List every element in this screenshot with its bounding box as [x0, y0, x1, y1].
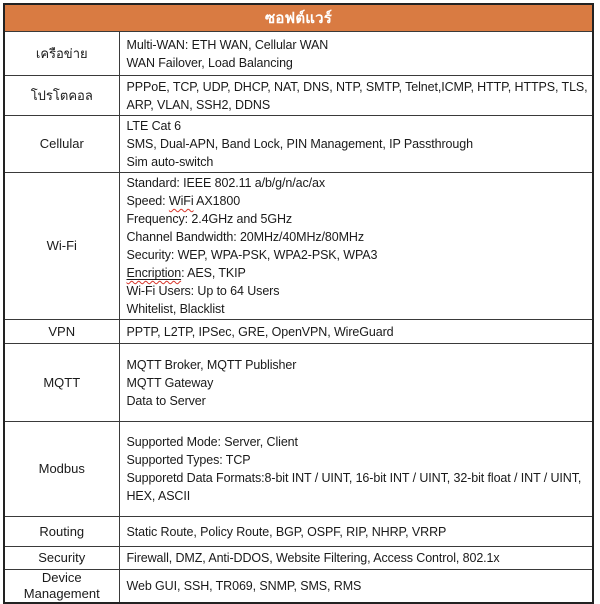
row-label-modbus: Modbus — [4, 422, 119, 517]
row-content-cellular — [119, 116, 593, 173]
spec-line: Supported Mode: Server, Client — [126, 435, 298, 449]
spec-line: LTE Cat 6 — [126, 119, 181, 133]
row-content-vpn — [119, 320, 593, 344]
row-content-device-management — [119, 570, 593, 604]
spec-text: AX1800 — [193, 194, 241, 208]
row-content-protocol — [119, 76, 593, 116]
spec-line — [127, 192, 589, 210]
spec-line: PPTP, L2TP, IPSec, GRE, OpenVPN, WireGuard — [126, 324, 394, 339]
row-label-protocol: โปรโตคอล — [4, 76, 119, 116]
row-content-security — [119, 547, 593, 570]
row-modbus — [4, 422, 593, 517]
row-label-wifi: Wi-Fi — [4, 173, 119, 320]
spec-line: MQTT Broker, MQTT Publisher — [126, 357, 297, 372]
row-label-vpn: VPN — [4, 320, 119, 344]
row-device-management — [4, 570, 593, 604]
spec-line: Supporetd Data Formats:8-bit INT / UINT, 16-bit INT / UINT, 32-bit float / INT / UINT, HEX, ASCII — [126, 471, 582, 503]
spec-line: Security: WEP, WPA-PSK, WPA2-PSK, WPA3 — [126, 248, 378, 262]
row-protocol — [4, 76, 593, 116]
spec-line: Data to Server — [126, 393, 206, 408]
spec-line — [127, 264, 589, 282]
spec-line: Web GUI, SSH, TR069, SNMP, SMS, RMS — [126, 579, 362, 593]
row-routing — [4, 517, 593, 547]
spec-line: Frequency: 2.4GHz and 5GHz — [126, 212, 293, 226]
spec-line: Multi-WAN: ETH WAN, Cellular WAN — [126, 37, 329, 52]
row-vpn — [4, 320, 593, 344]
spec-line: WAN Failover, Load Balancing — [126, 55, 293, 70]
spec-line: Wi-Fi Users: Up to 64 Users — [126, 284, 280, 298]
spec-line: Whitelist, Blacklist — [126, 302, 225, 316]
row-content-routing — [119, 517, 593, 547]
spec-line: Sim auto-switch — [126, 155, 214, 169]
misspelled-word: Encription — [126, 266, 182, 280]
spec-text: : AES, TKIP — [181, 266, 246, 280]
table-header-row — [4, 4, 593, 32]
row-cellular — [4, 116, 593, 173]
row-content-wifi — [119, 173, 593, 320]
misspelled-word: WiFi — [168, 194, 194, 208]
spec-line: Static Route, Policy Route, BGP, OSPF, RIP, NHRP, VRRP — [126, 524, 447, 539]
spec-line: SMS, Dual-APN, Band Lock, PIN Management, IP Passthrough — [126, 137, 473, 151]
software-spec-table — [3, 3, 594, 604]
row-label-network: เครือข่าย — [4, 32, 119, 76]
underlined-word-wrap — [127, 266, 182, 280]
row-label-security: Security — [4, 547, 119, 570]
row-wifi — [4, 173, 593, 320]
spec-text: Speed: — [126, 194, 169, 208]
row-label-device-management: Device Management — [4, 570, 119, 604]
spec-line: Firewall, DMZ, Anti-DDOS, Website Filtering, Access Control, 802.1x — [126, 551, 500, 565]
spec-line: Channel Bandwidth: 20MHz/40MHz/80MHz — [126, 230, 364, 244]
spec-line: Standard: IEEE 802.11 a/b/g/n/ac/ax — [126, 176, 325, 190]
row-label-mqtt: MQTT — [4, 344, 119, 422]
row-security — [4, 547, 593, 570]
row-network — [4, 32, 593, 76]
row-content-mqtt — [119, 344, 593, 422]
spec-line: PPPoE, TCP, UDP, DHCP, NAT, DNS, NTP, SMTP, Telnet,ICMP, HTTP, HTTPS, TLS, ARP, VLAN, SSH2, DDNS — [126, 79, 588, 112]
row-mqtt — [4, 344, 593, 422]
spec-line: MQTT Gateway — [126, 375, 214, 390]
row-content-network — [119, 32, 593, 76]
table-title: ซอฟต์แวร์ — [4, 4, 593, 32]
row-content-modbus — [119, 422, 593, 517]
row-label-cellular: Cellular — [4, 116, 119, 173]
row-label-routing: Routing — [4, 517, 119, 547]
spec-line: Supported Types: TCP — [126, 453, 251, 467]
